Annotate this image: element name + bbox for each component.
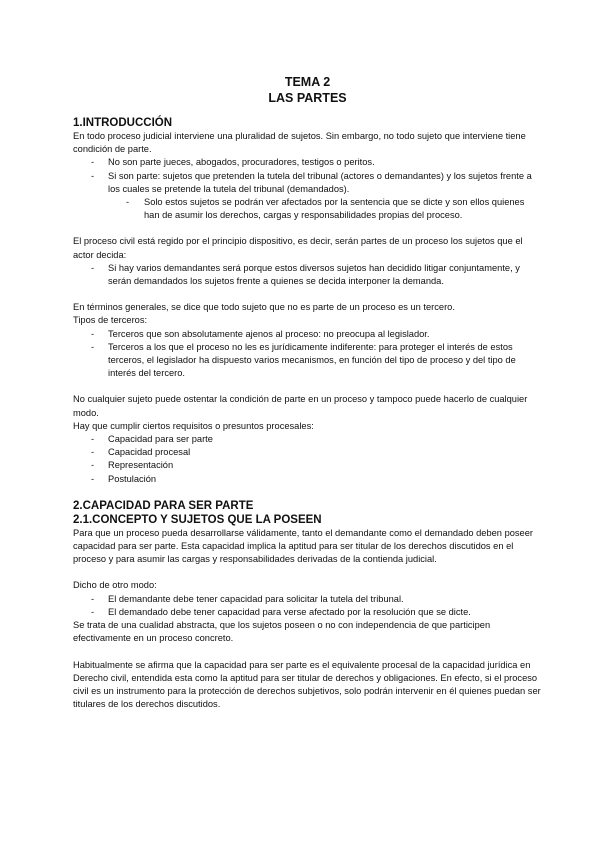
in-other-words-label: Dicho de otro modo: bbox=[73, 580, 157, 591]
section-1-intro: En todo proceso judicial interviene una pluralidad de sujetos. Sin embargo, no todo sujeto que interviene tiene condición de parte. bbox=[73, 131, 526, 155]
capacity-list bbox=[73, 593, 542, 619]
abstract-quality-paragraph: Se trata de una cualidad abstracta, que los sujetos poseen o no con independencia de que participen efectivamente en un proceso concreto. bbox=[73, 620, 491, 644]
third-party-list bbox=[73, 328, 542, 381]
civil-capacity-paragraph: Habitualmente se afirma que la capacidad para ser parte es el equivalente procesal de la capacidad jurídica en Derecho civil, entendida esta como la aptitud para ser titular de derechos y obligaciones. En efecto, si el proceso civil es un instrumento para la protección de derechos subjetivos, solo podrán intervenir en él quienes puedan ser titulares de los derechos discutidos. bbox=[73, 659, 541, 710]
list-item: - Terceros que son absolutamente ajenos al proceso: no preocupa al legislador. bbox=[91, 328, 542, 341]
sub-list-item: - Solo estos sujetos se podrán ver afectados por la sentencia que se dicte y son ellos quienes han de asumir los derechos, cargas y responsabilidades propias del proceso. bbox=[126, 196, 542, 222]
section-1-heading: 1.INTRODUCCIÓN bbox=[73, 117, 173, 129]
third-party-types-label: Tipos de terceros: bbox=[73, 315, 148, 326]
list-item: - El demandado debe tener capacidad para verse afectado por la resolución que se dicte. bbox=[91, 606, 542, 619]
list-item: - Representación bbox=[91, 459, 542, 472]
dispositive-list bbox=[73, 262, 542, 288]
list-item: - Postulación bbox=[91, 473, 542, 486]
requirements-list bbox=[73, 433, 542, 486]
dispositive-paragraph: El proceso civil está regido por el principio dispositivo, es decir, serán partes de un proceso los sujetos que el actor decida: bbox=[73, 236, 523, 260]
list-item bbox=[91, 170, 542, 223]
requirements-paragraph: No cualquier sujeto puede ostentar la condición de parte en un proceso y tampoco puede hacerlo de cualquier modo. bbox=[73, 394, 528, 418]
list-item-text: Si son parte: sujetos que pretenden la tutela del tribunal (actores o demandantes) y los sujetos frente a los cuales se pretende la tutela del tribunal (demandados). bbox=[108, 170, 532, 194]
list-item: - Si hay varios demandantes será porque estos diversos sujetos han decidido litigar conjuntamente, y serán demandados los sujetos frente a quienes se decida interponer la demanda. bbox=[91, 262, 542, 288]
requirements-label: Hay que cumplir ciertos requisitos o presuntos procesales: bbox=[73, 420, 314, 431]
list-item: - No son parte jueces, abogados, procuradores, testigos o peritos. bbox=[91, 156, 542, 169]
list-item: - El demandante debe tener capacidad para solicitar la tutela del tribunal. bbox=[91, 593, 542, 606]
parties-list bbox=[73, 156, 542, 222]
capacity-paragraph: Para que un proceso pueda desarrollarse válidamente, tanto el demandante como el demandado deben poseer capacidad para ser parte. Esta capacidad implica la aptitud para ser titular de los derechos discutidos en el proceso y para asumir las cargas y responsabilidades derivadas de la contienda judicial. bbox=[73, 527, 533, 565]
list-item: - Terceros a los que el proceso no les es jurídicamente indiferente: para proteger el interés de estos terceros, el legislador ha dispuesto varios mecanismos, en función del tipo de proceso y del tipo de interés del tercero. bbox=[91, 341, 542, 381]
third-party-paragraph: En términos generales, se dice que todo sujeto que no es parte de un proceso es un tercero. bbox=[73, 302, 455, 313]
sub-list bbox=[108, 196, 542, 222]
list-item: - Capacidad para ser parte bbox=[91, 433, 542, 446]
list-item: - Capacidad procesal bbox=[91, 446, 542, 459]
document-title bbox=[73, 74, 542, 106]
section-2-heading: 2.CAPACIDAD PARA SER PARTE bbox=[73, 499, 254, 512]
title-line-2: LAS PARTES bbox=[268, 91, 347, 105]
section-2-1-heading: 2.1.CONCEPTO Y SUJETOS QUE LA POSEEN bbox=[73, 513, 322, 526]
title-line-1: TEMA 2 bbox=[284, 75, 331, 89]
